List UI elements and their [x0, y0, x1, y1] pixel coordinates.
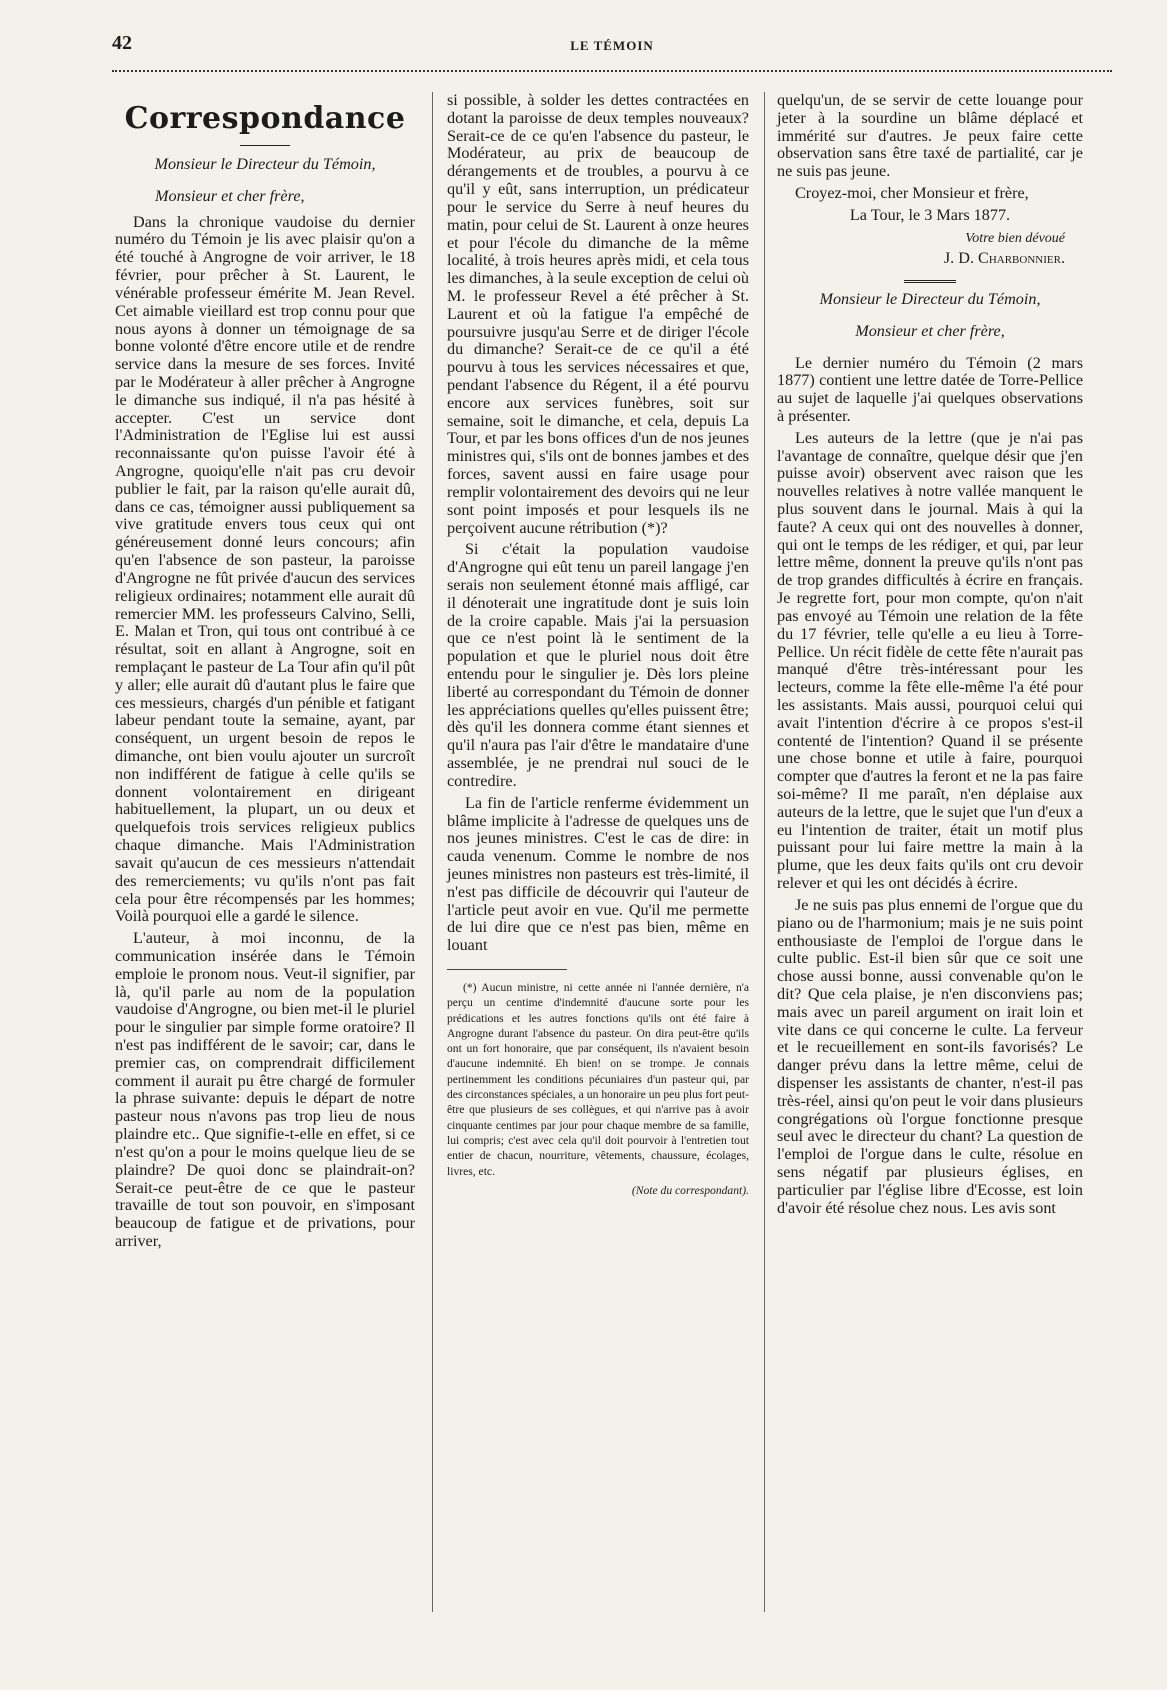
footnote-signature: (Note du correspondant). [631, 1183, 749, 1197]
column-1 [115, 92, 415, 1255]
header-rule [112, 70, 1112, 72]
column-2 [447, 92, 749, 1198]
letter-signature: J. D. Charbonnier. [943, 249, 1065, 268]
letter-place-date: La Tour, le 3 Mars 1877. [849, 205, 1011, 224]
page-number: 42 [112, 32, 132, 54]
column-divider [432, 92, 433, 1612]
footnote-rule [447, 969, 567, 970]
letter-address: Monsieur le Directeur du Témoin, [154, 155, 376, 173]
footnote [447, 980, 749, 1198]
paragraph: Les auteurs de la lettre (que je n'ai pas l'avantage de connaître, quelque désir que j'en puisse avoir) observent avec raison que les nouvelles relatives à notre vallée manquent le plus souvent dans le journal. Mais à qui la faute? A ceux qui ont des nouvelles à donner, qui ont le temps de les rédiger, et qui, par leur lettre même, donnent la preuve qu'ils n'ont pas de trop grandes difficultés à écrire en français. Je regrette fort, pour mon compte, qu'on n'ait pas envoyé au Témoin une relation de la fête du 17 février, telle qu'elle a eu lieu à Torre-Pellice. Un récit fidèle de cette fête n'aurait pas manqué d'être très-intéressant pour les lecteurs, comme la fête elle-même l'a été pour les assistants. Mais aussi, pourquoi celui qui avait l'intention d'écrire à ce propos s'est-il contenté de l'intention? Quand il se présente une chose bonne et utile à faire, pourquoi compter que d'autres la feront et ne la pas faire soi-même? Il me paraît, n'en déplaise aux auteurs de la lettre, que le sujet que l'un d'eux a eu l'intention de traiter, était un motif plus puissant pour lui faire mettre la main à la plume, que les deux faits qu'ils ont cru devoir relever et qui les ont décidés à écrire. [777, 428, 1083, 893]
section-title: Correspondance [124, 101, 406, 136]
paragraph: Le dernier numéro du Témoin (2 mars 1877) contient une lettre datée de Torre-Pellice au sujet de laquelle j'ai quelques observations à présenter. [777, 353, 1083, 425]
letter-greeting: Monsieur et cher frère, [855, 321, 1005, 340]
paragraph: L'auteur, à moi inconnu, de la communication insérée dans le Témoin emploie le pronom nous. Veut-il signifier, par là, qu'il parle au nom de la population vaudoise d'Angrogne, ou bien met-il le pluriel pour le singulier par simple forme oratoire? Il n'est pas indifférent de le savoir; car, dans le premier cas, on comprendrait difficilement comment il aurait pu être chargé de formuler la phrase suivante: depuis le départ de notre pasteur nous n'avons pas trop lieu de nous plaindre etc.. Que signifie-t-elle en effet, si ce n'est qu'on a pour le moins quelque lieu de se plaindre? De quoi donc se plaindrait-on? Serait-ce peut-être de ce que le pasteur travaille de tout son pouvoir, en s'imposant beaucoup de fatigue et de privations, pour arriver, [115, 929, 415, 1250]
paragraph: si possible, à solder les dettes contractées en dotant la paroisse de deux temples nouveaux? Serait-ce de ce qu'en l'absence du pasteur, le Modérateur, au prix de beaucoup de dérangements et de troubles, a pourvu à ce qu'il y eût, sans interruption, un prédicateur pour le service du Serre à neuf heures du matin, pour celui de St. Laurent à onze heures et pour l'école du dimanche de la même localité, à trois heures après midi, et cela tous les dimanches, à la seule exception de celui où M. le professeur Revel a été prêcher à St. Laurent et où la fatigue l'a empêché de poursuivre jusqu'au Serre et de diriger l'école du dimanche? Serait-ce de ce qu'il a été pourvu à tous les services nécessaires et que, pendant l'absence du Régent, il a été pourvu encore aux services funèbres, soit sur semaine, soit le dimanche, et cela, depuis La Tour, et par les bons offices d'un de nos jeunes ministres qui, s'ils ont de bonnes jambes et des forces, savent aussi en faire usage pour remplir volontairement des devoirs qui ne leur sont point imposés et pour lesquels ils ne perçoivent aucune rétribution (*)? [447, 91, 749, 537]
letter-greeting: Monsieur et cher frère, [155, 186, 305, 205]
column-divider [764, 92, 765, 1612]
paragraph: quelqu'un, de se servir de cette louange pour jeter à la sourdine un blâme déplacé et immérité sur d'autres. Je peux faire cette observation sans être taxé de partialité, car je ne suis pas jeune. [777, 91, 1083, 181]
paragraph: Si c'était la population vaudoise d'Angrogne qui eût tenu un pareil langage j'en serais non seulement étonné mais affligé, car il dénoterait une ingratitude dont je suis loin de la croire capable. Mais j'ai la persuasion que ce n'est point là le sentiment de la population et que le pluriel nous doit être entendu pour le singulier je. Dès lors pleine liberté au correspondant du Témoin de donner les appréciations quelles qu'elles puissent être; dès qu'il les donnera comme étant siennes et qu'il n'aura pas l'air d'être le mandataire d'une assemblée, je ne prendrai nul souci de le contredire. [447, 540, 749, 790]
column-3 [777, 92, 1083, 1222]
title-rule [240, 145, 290, 146]
paragraph: La fin de l'article renferme évidemment un blâme implicite à l'adresse de quelques uns de nos jeunes ministres. C'est le cas de dire: in cauda venenum. Comme le nombre de nos jeunes ministres non pasteurs est très-limité, il n'est pas difficile de découvrir qui l'auteur de l'article peut avoir en vue. Qu'il me permette de lui dire que ce n'est pas bien, même en louant [447, 793, 749, 955]
letter-separator [904, 280, 956, 283]
letter-closing: Croyez-moi, cher Monsieur et frère, [795, 184, 1029, 203]
letter-address: Monsieur le Directeur du Témoin, [819, 289, 1041, 308]
newspaper-title: LE TÉMOIN [570, 38, 654, 53]
footnote-text: (*) Aucun ministre, ni cette année ni l'année dernière, n'a perçu un centime d'indemnité d'aucune sorte pour les prédications et les autres fonctions qu'ils ont été faire à Angrogne durant l'absence du pasteur. On dira peut-être qu'ils ont un fort honoraire, que par conséquent, ils n'avaient besoin d'aucune indemnité. Eh bien! on se trompe. Je connais pertinemment les conditions pécuniaires d'un pasteur qui, par des circonstances spéciales, a un honoraire un peu plus fort peut-être que plusieurs de ses collègues, et qui n'arrive pas à avoir cinquante centimes par jour pour chaque membre de sa famille, lui compris; c'est avec cela qu'il doit pourvoir à l'entretien tout entier de chacun, nourriture, vêtements, chaussure, écolages, livres, etc. [447, 981, 749, 1178]
page-header [112, 32, 1112, 72]
paragraph: Je ne suis pas plus ennemi de l'orgue que du piano ou de l'harmonium; mais je ne suis point enthousiaste de l'emploi de l'orgue dans le culte public. Est-il bien sûr que ce soit une chose aussi bonne, aussi convenable qu'on le dit? Que cela plaise, je n'en disconviens pas; mais avec un pareil argument on irait loin et vite dans ce qui concerne le culte. La ferveur et le recueillement en sont-ils favorisés? Le danger prévu dans la lettre même, celui de dispenser les assistants de chanter, n'est-il pas très-réel, ainsi qu'on peut le voir dans plusieurs congrégations où l'orgue fonctionne presque seul avec le directeur du chant? La question de l'emploi de l'orgue dans le culte, résolue en sens négatif par plusieurs églises, en particulier par l'église libre d'Ecosse, est loin d'avoir été résolue chez nous. Les avis sont [777, 895, 1083, 1217]
letter-valediction: Votre bien dévoué [965, 230, 1065, 246]
paragraph: Dans la chronique vaudoise du dernier numéro du Témoin je lis avec plaisir qu'on a été touché à Angrogne de voir arriver, le 18 février, pour prêcher à St. Laurent, le vénérable professeur émérite M. Jean Revel. Cet aimable vieillard est trop connu pour que nous ayons à donner un témoignage de sa bonne volonté d'être encore utile et de rendre service dans la mesure de ses forces. Invité par le Modérateur à aller prêcher à Angrogne le dimanche sus indiqué, il n'a pas hésité à accepter. C'est un service dont l'Administration de l'Eglise lui est aussi reconnaissante qu'on puisse l'avoir été à Angrogne, quoiqu'elle n'ait pas cru devoir publier le fait, par la raison qu'elle aurait dû, dans ce cas, témoigner aussi publiquement sa vive gratitude envers tous ceux qui ont généreusement donné leurs concours; afin qu'en l'absence de son pasteur, la paroisse d'Angrogne ne fût privée d'aucun des services religieux ordinaires; notamment elle aurait dû remercier MM. les professeurs Calvino, Selli, E. Malan et Tron, qui tous ont contribué à ce résultat, soit en allant à Angrogne, soit en remplaçant le pasteur de La Tour afin qu'il pût y aller; elle aurait dû d'autant plus le faire que ces messieurs, chargés d'un pénible et fatigant labeur pendant toute la semaine, ayant, par conséquent, un urgent besoin de repos le dimanche, ont bien voulu ajouter un surcroît non indifférent de fatigue à celle qu'ils se donnent volontairement en dirigeant habituellement, la plupart, un ou deux et quelquefois trois services religieux publics chaque dimanche. Mais l'Administration savait qu'aucun de ces messieurs n'attendait des remerciements; vu qu'ils n'ont pas fait cela pour être récompensés par les hommes; Voilà pourquoi elle a gardé le silence. [115, 212, 415, 926]
